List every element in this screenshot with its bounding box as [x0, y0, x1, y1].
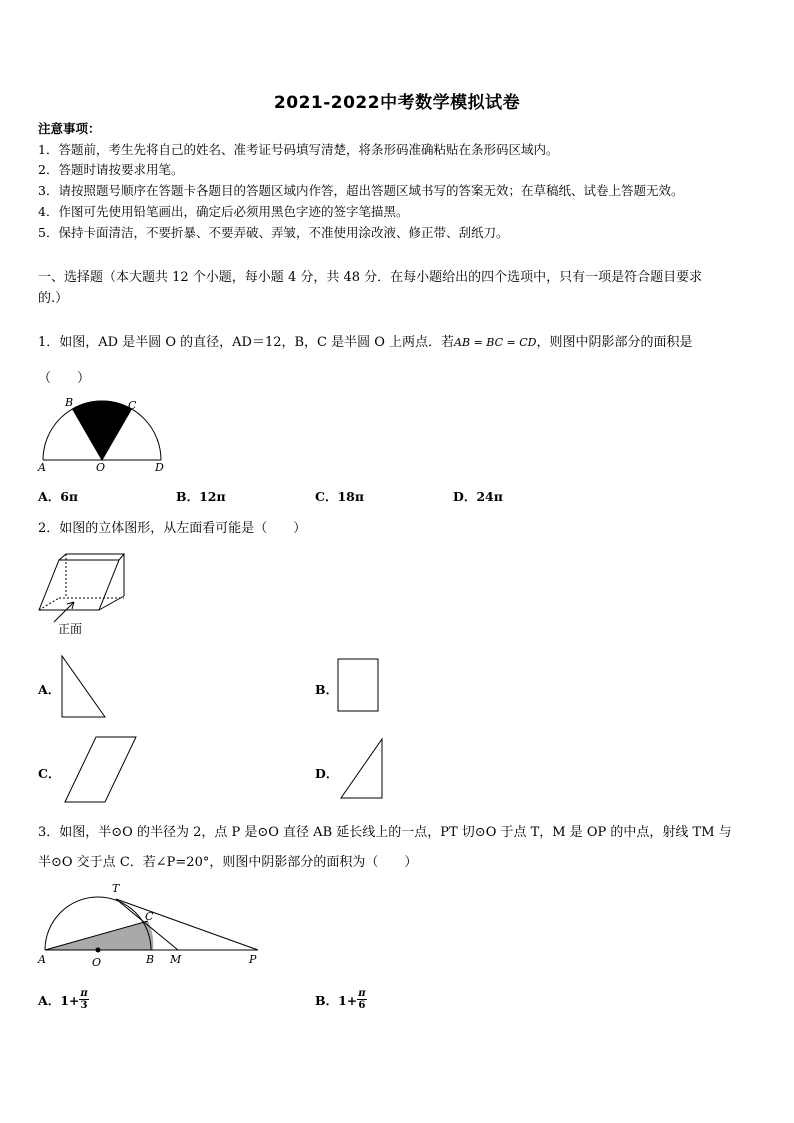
notice-heading: 注意事项： [38, 121, 101, 136]
q3-stem-line1: 3．如图，半⊙O 的半径为 2，点 P 是⊙O 直径 AB 延长线上的一点，PT 切⊙O 于点 T，M 是 OP 的中点，射线 TM 与 [38, 825, 732, 840]
q2-front-face [39, 560, 119, 610]
q2-hidden-edge [39, 598, 59, 610]
q3-option-a-fraction [79, 988, 88, 1011]
q3-label-c: C [145, 910, 154, 923]
q1-label-c: C [128, 399, 137, 412]
q2-option-d-shape [339, 737, 385, 801]
section-heading-line1: 一、选择题（本大题共 12 个小题，每小题 4 分，共 48 分．在每小题给出的四个选项中，只有一项是符合题目要求 [38, 270, 703, 285]
q1-label-o: O [96, 461, 106, 474]
q3-option-b-fraction [357, 988, 366, 1011]
q1-option-a: A．6π [38, 489, 79, 504]
notice-item: 5．保持卡面清洁，不要折暴、不要弄破、弄皱，不准使用涂改液、修正带、刮纸刀。 [38, 225, 509, 240]
q1-blank: （ ） [38, 371, 91, 386]
q1-semicircle-figure [36, 394, 172, 474]
q3-label-b: B [146, 953, 155, 966]
q2-option-b-shape [337, 658, 381, 714]
q2-top-face [59, 554, 124, 560]
q2-view-arrow [54, 602, 74, 622]
q2-option-c: C． [38, 766, 61, 781]
q3-label-m: M [170, 953, 182, 966]
q1-option-d: D．24π [453, 489, 503, 504]
q3-label-a: A [38, 953, 46, 966]
q2-stem: 2．如图的立体图形，从左面看可能是（ ） [38, 521, 307, 536]
section-heading-line2: 的.） [38, 291, 69, 306]
notice-item: 4．作图可先使用铅笔画出，确定后必须用黑色字迹的签字笔描黑。 [38, 204, 409, 219]
q2-option-c-shape [63, 735, 139, 805]
q1-stem-text-b: ，则图中阴影部分的面积是 [536, 335, 693, 350]
q3-label-t: T [112, 882, 120, 895]
q3-option-b-prefix: B．1+ [315, 992, 358, 1008]
q3-stem-line2: 半⊙O 交于点 C．若∠P=20°，则图中阴影部分的面积为（ ） [38, 855, 418, 870]
q2-prism-figure [34, 546, 134, 641]
q3-center-dot [96, 948, 101, 953]
q3-option-a [38, 988, 89, 1011]
q3-option-b [315, 988, 367, 1011]
page-title: 2021-2022中考数学模拟试卷 [273, 93, 521, 113]
notice-item: 3．请按照题号顺序在答题卡各题目的答题区域内作答，超出答题区域书写的答案无效；在草稿纸、试卷上答题无效。 [38, 183, 684, 198]
q1-stem-text-a: 1．如图，AD 是半圆 O 的直径，AD＝12，B，C 是半圆 O 上两点．若 [38, 335, 455, 350]
q2-option-d: D． [315, 766, 339, 781]
q3-semicircle-figure [34, 878, 274, 970]
q2-front-label: 正面 [58, 622, 83, 636]
q1-option-c: C．18π [315, 489, 364, 504]
notice-item: 1．答题前，考生先将自己的姓名、准考证号码填写清楚，将条形码准确粘贴在条形码区域内。 [38, 142, 559, 157]
q1-option-b: B．12π [176, 489, 226, 504]
q3-option-a-prefix: A．1+ [38, 992, 80, 1008]
q3-option-b-numerator: π [358, 988, 366, 999]
q3-option-a-numerator: π [80, 988, 88, 999]
q1-label-b: B [65, 396, 74, 409]
q1-label-a: A [38, 461, 46, 474]
q1-shaded-sector [73, 401, 132, 460]
q3-label-o: O [92, 956, 102, 969]
q3-option-b-denominator: 6 [358, 1000, 366, 1011]
notice-item: 2．答题时请按要求用笔。 [38, 162, 184, 177]
q1-label-d: D [155, 461, 164, 474]
q2-option-a-shape [60, 654, 108, 720]
q1-stem [38, 331, 692, 350]
q1-arc-expression: AB = BC = CD [454, 336, 537, 349]
q3-label-p: P [249, 953, 257, 966]
q3-option-a-denominator: 3 [80, 1000, 88, 1011]
q2-option-a: A． [38, 682, 61, 697]
q2-option-b: B． [315, 682, 339, 697]
